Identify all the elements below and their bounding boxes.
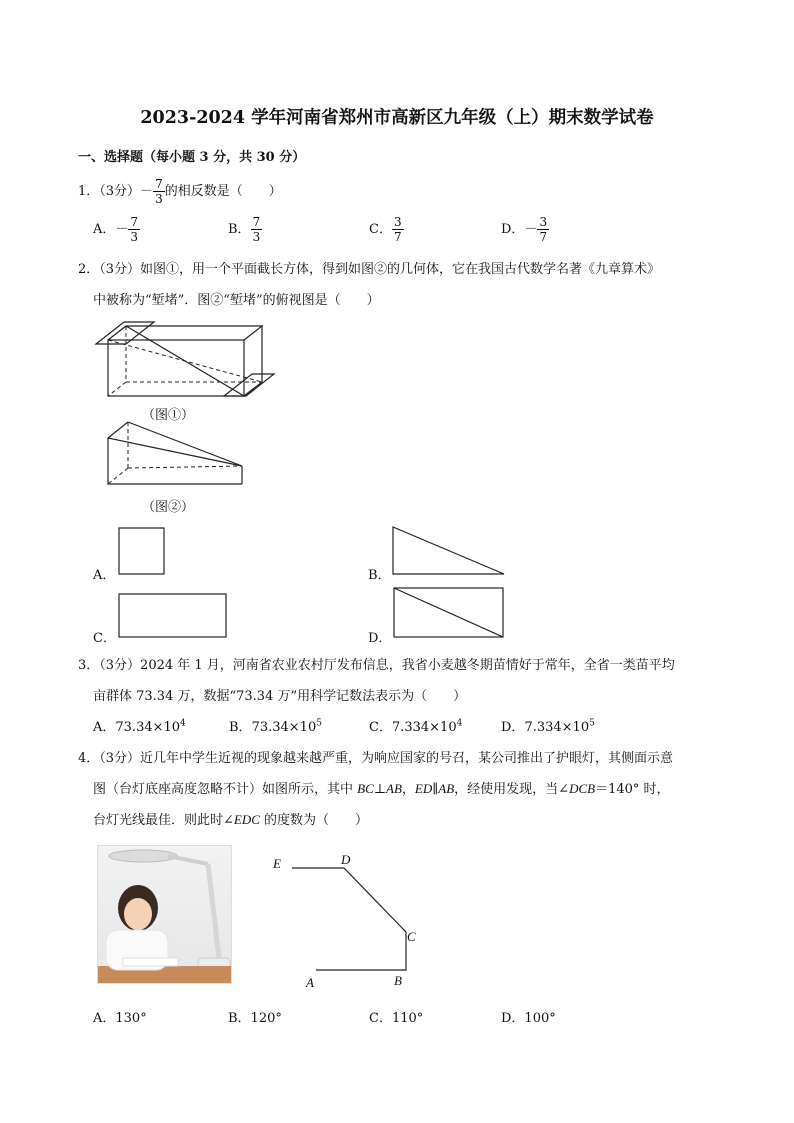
option-sign: － [115,222,129,237]
question-1 [78,177,282,206]
option-label: B． [228,222,251,237]
text: ⊥ [373,782,386,797]
text: ∥ [432,782,439,797]
option-label: A． [93,720,116,735]
numerator: 3 [393,215,402,229]
q1-number: 1．（3分） [78,184,141,199]
q2-option-c-label[interactable]: C． [93,631,116,646]
q2-option-b-figure[interactable] [392,526,506,576]
q4-option-b[interactable]: B．120° [228,1011,282,1026]
point-b-label: B [394,973,402,988]
text: ，经使用发现，当∠ [454,782,570,797]
option-fraction [251,215,263,244]
option-label: C． [369,222,392,237]
option-sign: － [524,222,538,237]
option-exponent: 4 [180,718,186,729]
q4-line-1: 4．（3分）近几年中学生近视的现象越来越严重，为响应国家的号召，某公司推出了护眼灯，其侧面示意 [78,751,674,766]
var: AB [386,781,402,796]
q2-option-a-figure[interactable] [118,527,166,575]
point-e-label: E [273,856,281,871]
option-fraction [128,215,140,244]
fig2-caption: （图②） [142,500,195,515]
q1-option-c[interactable] [369,215,404,244]
text: 台灯光线最佳．则此时∠ [93,813,234,828]
q2-figure-1 [90,318,270,402]
point-c-label: C [407,929,416,944]
q2-option-a-label[interactable]: A． [93,568,116,583]
var: BC [357,781,374,796]
fig1-caption: （图①） [142,408,195,423]
q1-stem: 的相反数是（ ） [164,184,282,199]
q2-option-c-figure[interactable] [118,593,228,639]
numerator: 3 [539,215,548,229]
denominator: 3 [130,230,139,244]
option-base: 73.34×10 [115,720,181,735]
q3-option-a[interactable] [93,716,186,735]
q3-line-2: 亩群体 73.34 万，数据“73.34 万”用科学记数法表示为（ ） [93,689,467,704]
var: ED [414,781,433,796]
point-d-label: D [341,852,351,867]
q4-option-c[interactable]: C．110° [369,1011,424,1026]
numerator: 7 [130,215,139,229]
q1-option-a[interactable] [93,215,140,244]
q2-option-d-figure[interactable] [393,587,505,639]
q1-denominator: 3 [155,192,163,206]
text: ， [401,782,415,797]
option-exponent: 5 [589,718,595,729]
q1-option-d[interactable] [501,215,549,244]
q3-option-b[interactable] [229,716,322,735]
option-base: 73.34×10 [251,720,317,735]
q1-fraction [153,177,165,206]
lamp-photo [97,845,232,984]
option-exponent: 5 [316,718,322,729]
q2-option-b-label[interactable]: B． [368,568,391,583]
option-label: A． [93,222,116,237]
var: AB [438,781,455,796]
option-fraction [392,215,404,244]
q4-line-3 [93,809,368,828]
q3-option-c[interactable] [369,716,462,735]
q1-numerator: 7 [155,177,163,191]
option-label: D． [501,720,525,735]
q3-option-d[interactable] [501,716,595,735]
denominator: 7 [393,230,402,244]
option-label: C． [369,720,392,735]
q1-minus: － [140,184,154,199]
q2-line-2: 中被称为“堑堵”．图②“堑堵”的俯视图是（ ） [93,293,380,308]
q1-option-b[interactable] [228,215,262,244]
text: ＝140° 时， [595,782,670,797]
q4-line-2 [93,778,670,797]
denominator: 3 [252,230,261,244]
q3-line-1: 3．（3分）2024 年 1 月，河南省农业农村厅发布信息，我省小麦越冬期苗情好于常年，全省一类苗平均 [78,658,675,673]
var: DCB [569,781,596,796]
q4-geometry-figure [270,850,430,990]
var: EDC [233,812,260,827]
q2-figure-2 [100,418,250,488]
text: 图（台灯底座高度忽略不计）如图所示，其中 [93,782,358,797]
q2-line-1: 2．（3分）如图①，用一个平面截长方体，得到如图②的几何体，它在我国古代数学名著《九章算术》 [78,262,661,277]
q4-option-d[interactable]: D．100° [501,1011,556,1026]
point-a-label: A [306,975,314,990]
option-fraction [537,215,549,244]
option-label: D． [501,222,525,237]
option-base: 7.334×10 [524,720,590,735]
page-title: 2023-2024 学年河南省郑州市高新区九年级（上）期末数学试卷 [140,108,654,128]
option-base: 7.334×10 [391,720,457,735]
numerator: 7 [252,215,261,229]
option-label: B． [229,720,252,735]
section-heading: 一、选择题（每小题 3 分，共 30 分） [78,150,306,165]
option-exponent: 4 [456,718,463,729]
denominator: 7 [539,230,548,244]
q2-option-d-label[interactable]: D． [368,631,392,646]
q4-option-a[interactable]: A．130° [93,1011,147,1026]
text: 的度数为（ ） [259,813,369,828]
